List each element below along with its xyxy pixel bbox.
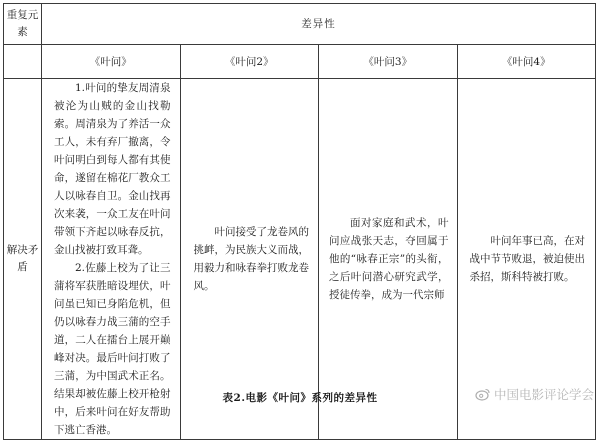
table-header-row bbox=[4, 4, 596, 45]
film3-paragraph: 面对家庭和武术，叶问应战张天志，夺回属于他的“咏春正宗”的头衔，之后叶问潜心研究武学，授徒传拳，成为一代宗师 bbox=[329, 217, 449, 301]
film-title-1: 《叶问》 bbox=[42, 45, 181, 79]
film-title-3: 《叶问3》 bbox=[319, 45, 458, 79]
film-title-4: 《叶问4》 bbox=[457, 45, 596, 79]
film1-paragraph-1: 1.叶问的挚友周清泉被沦为山贼的金山找勒索。周清泉为了养活一众工人，未有弃厂撤离，令叶问明白到每人都有其使命，遂留在棉花厂教众工人以咏春自卫。金山找再次来袭，一众工友在叶问带领下齐起以咏春反抗，金山找被打致耳聋。 bbox=[54, 82, 171, 256]
watermark-text: 中国电影评论学会 bbox=[493, 387, 594, 402]
film2-paragraph: 叶问接受了龙卷风的挑衅，为民族大义而战，用毅力和咏春拳打败龙卷风。 bbox=[193, 226, 309, 292]
film2-description-cell bbox=[180, 79, 319, 440]
table-caption: 表2.电影《叶问》系列的差异性 bbox=[222, 392, 378, 404]
film4-paragraph: 叶问年事已高，在对战中节节败退，被迫使出杀招，斯科特被打败。 bbox=[469, 235, 585, 283]
film3-description-cell bbox=[319, 79, 458, 440]
film-title-row bbox=[4, 45, 596, 79]
row-label-cell: 解决矛盾 bbox=[4, 79, 42, 440]
film1-description-cell bbox=[42, 79, 181, 440]
header-label-cell: 差异性 bbox=[42, 4, 596, 45]
corner-label-cell: 重复元素 bbox=[4, 4, 42, 45]
film-title-2: 《叶问2》 bbox=[180, 45, 319, 79]
difference-table bbox=[3, 3, 596, 440]
watermark bbox=[475, 385, 594, 403]
weibo-logo-icon bbox=[475, 387, 491, 401]
film1-paragraph-2: 2.佐藤上校为了让三蒲将军获胜暗设埋伏，叶问虽已知已身陷危机，但仍以咏春力战三蒲的空手道，二人在擂台上展开巅峰对决。最后叶问打败了三蒲，为中国武术正名。结果却被佐藤上校开枪射中，后来叶问在好友帮助下逃亡香港。 bbox=[54, 262, 171, 436]
film-row-label-cell bbox=[4, 45, 42, 79]
